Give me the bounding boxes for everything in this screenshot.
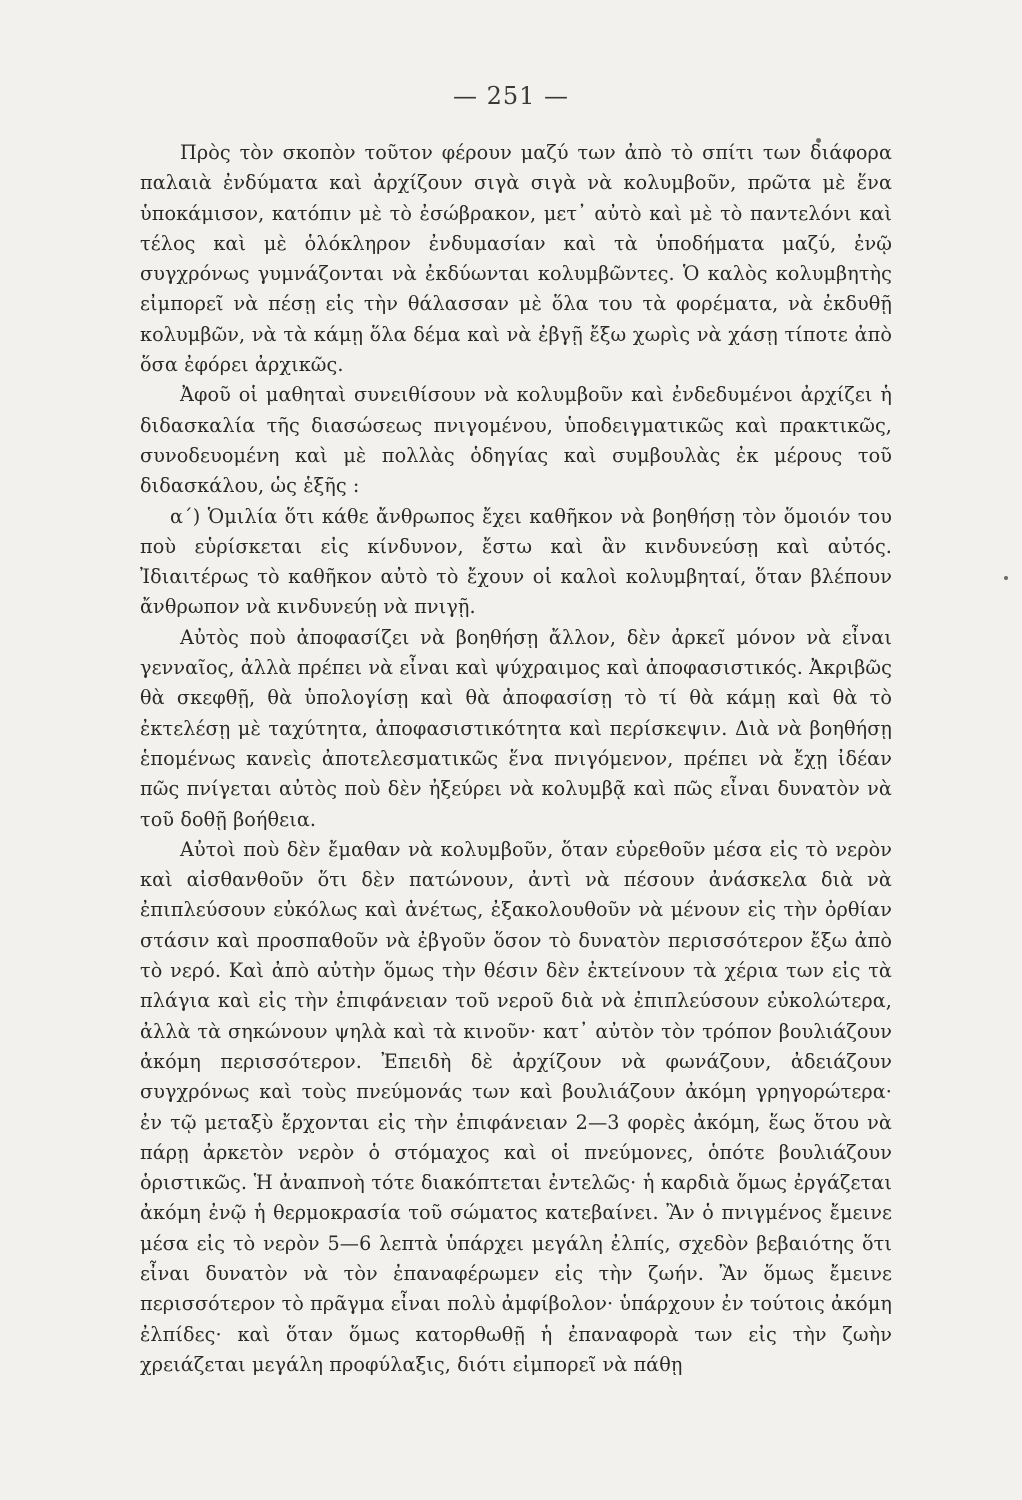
ink-speck bbox=[1004, 576, 1008, 580]
body-text bbox=[140, 138, 892, 1380]
paragraph: Πρὸς τὸν σκοπὸν τοῦτον φέρουν μαζύ των ἀπὸ τὸ σπίτι των διάφορα παλαιὰ ἐνδύματα καὶ ἀρχίζουν σιγὰ σιγὰ νὰ κολυμβοῦν, πρῶτα μὲ ἕνα ὑποκάμισον, κατόπιν μὲ τὸ ἐσώβρακον, μετ᾽ αὐτὸ καὶ μὲ τὸ παντελόνι καὶ τέλος καὶ μὲ ὁλόκληρον ἐνδυμασίαν καὶ τὰ ὑποδήματα μαζύ, ἐνῷ συγχρόνως γυμνάζονται νὰ ἐκδύωνται κολυμβῶντες. Ὁ καλὸς κολυμβητὴς εἰμπορεῖ νὰ πέσῃ εἰς τὴν θάλασσαν μὲ ὅλα του τὰ φορέματα, νὰ ἐκδυθῇ κολυμβῶν, νὰ τὰ κάμῃ ὅλα δέμα καὶ νὰ ἐβγῇ ἔξω χωρὶς νὰ χάσῃ τίποτε ἀπὸ ὅσα ἐφόρει ἀρχικῶς. bbox=[140, 141, 892, 377]
paragraph: Αὐτοὶ ποὺ δὲν ἔμαθαν νὰ κολυμβοῦν, ὅταν εὑρεθοῦν μέσα εἰς τὸ νερὸν καὶ αἰσθανθοῦν ὅτι δὲν πατώνουν, ἀντὶ νὰ πέσουν ἀνάσκελα διὰ νὰ ἐπιπλεύσουν εὐκόλως καὶ ἀνέτως, ἐξακολουθοῦν νὰ μένουν εἰς τὴν ὀρθίαν στάσιν καὶ προσπαθοῦν νὰ ἐβγοῦν ὅσον τὸ δυνατὸν περισσότερον ἔξω ἀπὸ τὸ νερό. Καὶ ἀπὸ αὐτὴν ὅμως τὴν θέσιν δὲν ἐκτείνουν τὰ χέρια των εἰς τὰ πλάγια καὶ εἰς τὴν ἐπιφάνειαν τοῦ νεροῦ διὰ νὰ ἐπιπλεύσουν εὐκολώτερα, ἀλλὰ τὰ σηκώνουν ψηλὰ καὶ τὰ κινοῦν· κατ᾽ αὐτὸν τὸν τρόπον βουλιάζουν ἀκόμη περισσότερον. Ἐπειδὴ δὲ ἀρχίζουν νὰ φωνάζουν, ἀδειάζουν συγχρόνως καὶ τοὺς πνεύμονάς των καὶ βουλιάζουν ἀκόμη γρηγορώτερα· ἐν τῷ μεταξὺ ἔρχονται εἰς τὴν ἐπιφάνειαν 2—3 φορὲς ἀκόμη, ἕως ὅτου νὰ πάρῃ ἀρκετὸν νερὸν ὁ στόμαχος καὶ οἱ πνεύμονες, ὁπότε βουλιάζουν ὁριστικῶς. Ἡ ἀναπνοὴ τότε διακόπτεται ἐντελῶς· ἡ καρδιὰ ὅμως ἐργάζεται ἀκόμη ἐνῷ ἡ θερμοκρασία τοῦ σώματος κατεβαίνει. Ἂν ὁ πνιγμένος ἔμεινε μέσα εἰς τὸ νερὸν 5—6 λεπτὰ ὑπάρχει μεγάλη ἐλπίς, σχεδὸν βεβαιότης ὅτι εἶναι δυνατὸν νὰ τὸν ἐπαναφέρωμεν εἰς τὴν ζωήν. Ἂν ὅμως ἔμεινε περισσότερον τὸ πρᾶγμα εἶναι πολὺ ἀμφίβολον· ὑπάρχουν ἐν τούτοις ἀκόμη ἐλπίδες· καὶ ὅταν ὅμως κατορθωθῇ ἡ ἐπαναφορὰ των εἰς τὴν ζωὴν χρειάζεται μεγάλη προφύλαξις, διότι εἰμπορεῖ νὰ πάθῃ bbox=[140, 837, 892, 1376]
paragraph: Ἀφοῦ οἱ μαθηταὶ συνειθίσουν νὰ κολυμβοῦν καὶ ἐνδεδυμένοι ἀρχίζει ἡ διδασκαλία τῆς διασώσεως πνιγομένου, ὑποδειγματικῶς καὶ πρακτικῶς, συνοδευομένη καὶ μὲ πολλὰς ὁδηγίας καὶ συμβουλὰς ἐκ μέρους τοῦ διδασκάλου, ὡς ἑξῆς : bbox=[140, 383, 892, 498]
page-number: — 251 — bbox=[452, 82, 570, 110]
paragraph: α΄) Ὁμιλία ὅτι κάθε ἄνθρωπος ἔχει καθῆκον νὰ βοηθήσῃ τὸν ὅμοιόν του ποὺ εὑρίσκεται εἰς κίνδυνον, ἔστω καὶ ἂν κινδυνεύσῃ καὶ αὐτός. Ἰδιαιτέρως τὸ καθῆκον αὐτὸ τὸ ἔχουν οἱ καλοὶ κολυμβηταί, ὅταν βλέπουν ἄνθρωπον νὰ κινδυνεύῃ νὰ πνιγῇ. bbox=[140, 504, 892, 619]
paragraph: Αὐτὸς ποὺ ἀποφασίζει νὰ βοηθήσῃ ἄλλον, δὲν ἀρκεῖ μόνον νὰ εἶναι γενναῖος, ἀλλὰ πρέπει νὰ εἶναι καὶ ψύχραιμος καὶ ἀποφασιστικός. Ἀκριβῶς θὰ σκεφθῇ, θὰ ὑπολογίσῃ καὶ θὰ ἀποφασίσῃ τὸ τί θὰ κάμῃ καὶ θὰ τὸ ἐκτελέσῃ μὲ ταχύτητα, ἀποφασιστικότητα καὶ περίσκεψιν. Διὰ νὰ βοηθήσῃ ἑπομένως κανεὶς ἀποτελεσματικῶς ἕνα πνιγόμενον, πρέπει νὰ ἔχῃ ἰδέαν πῶς πνίγεται αὐτὸς ποὺ δὲν ἠξεύρει νὰ κολυμβᾷ καὶ πῶς εἶναι δυνατὸν νὰ τοῦ δοθῇ βοήθεια. bbox=[140, 625, 892, 831]
